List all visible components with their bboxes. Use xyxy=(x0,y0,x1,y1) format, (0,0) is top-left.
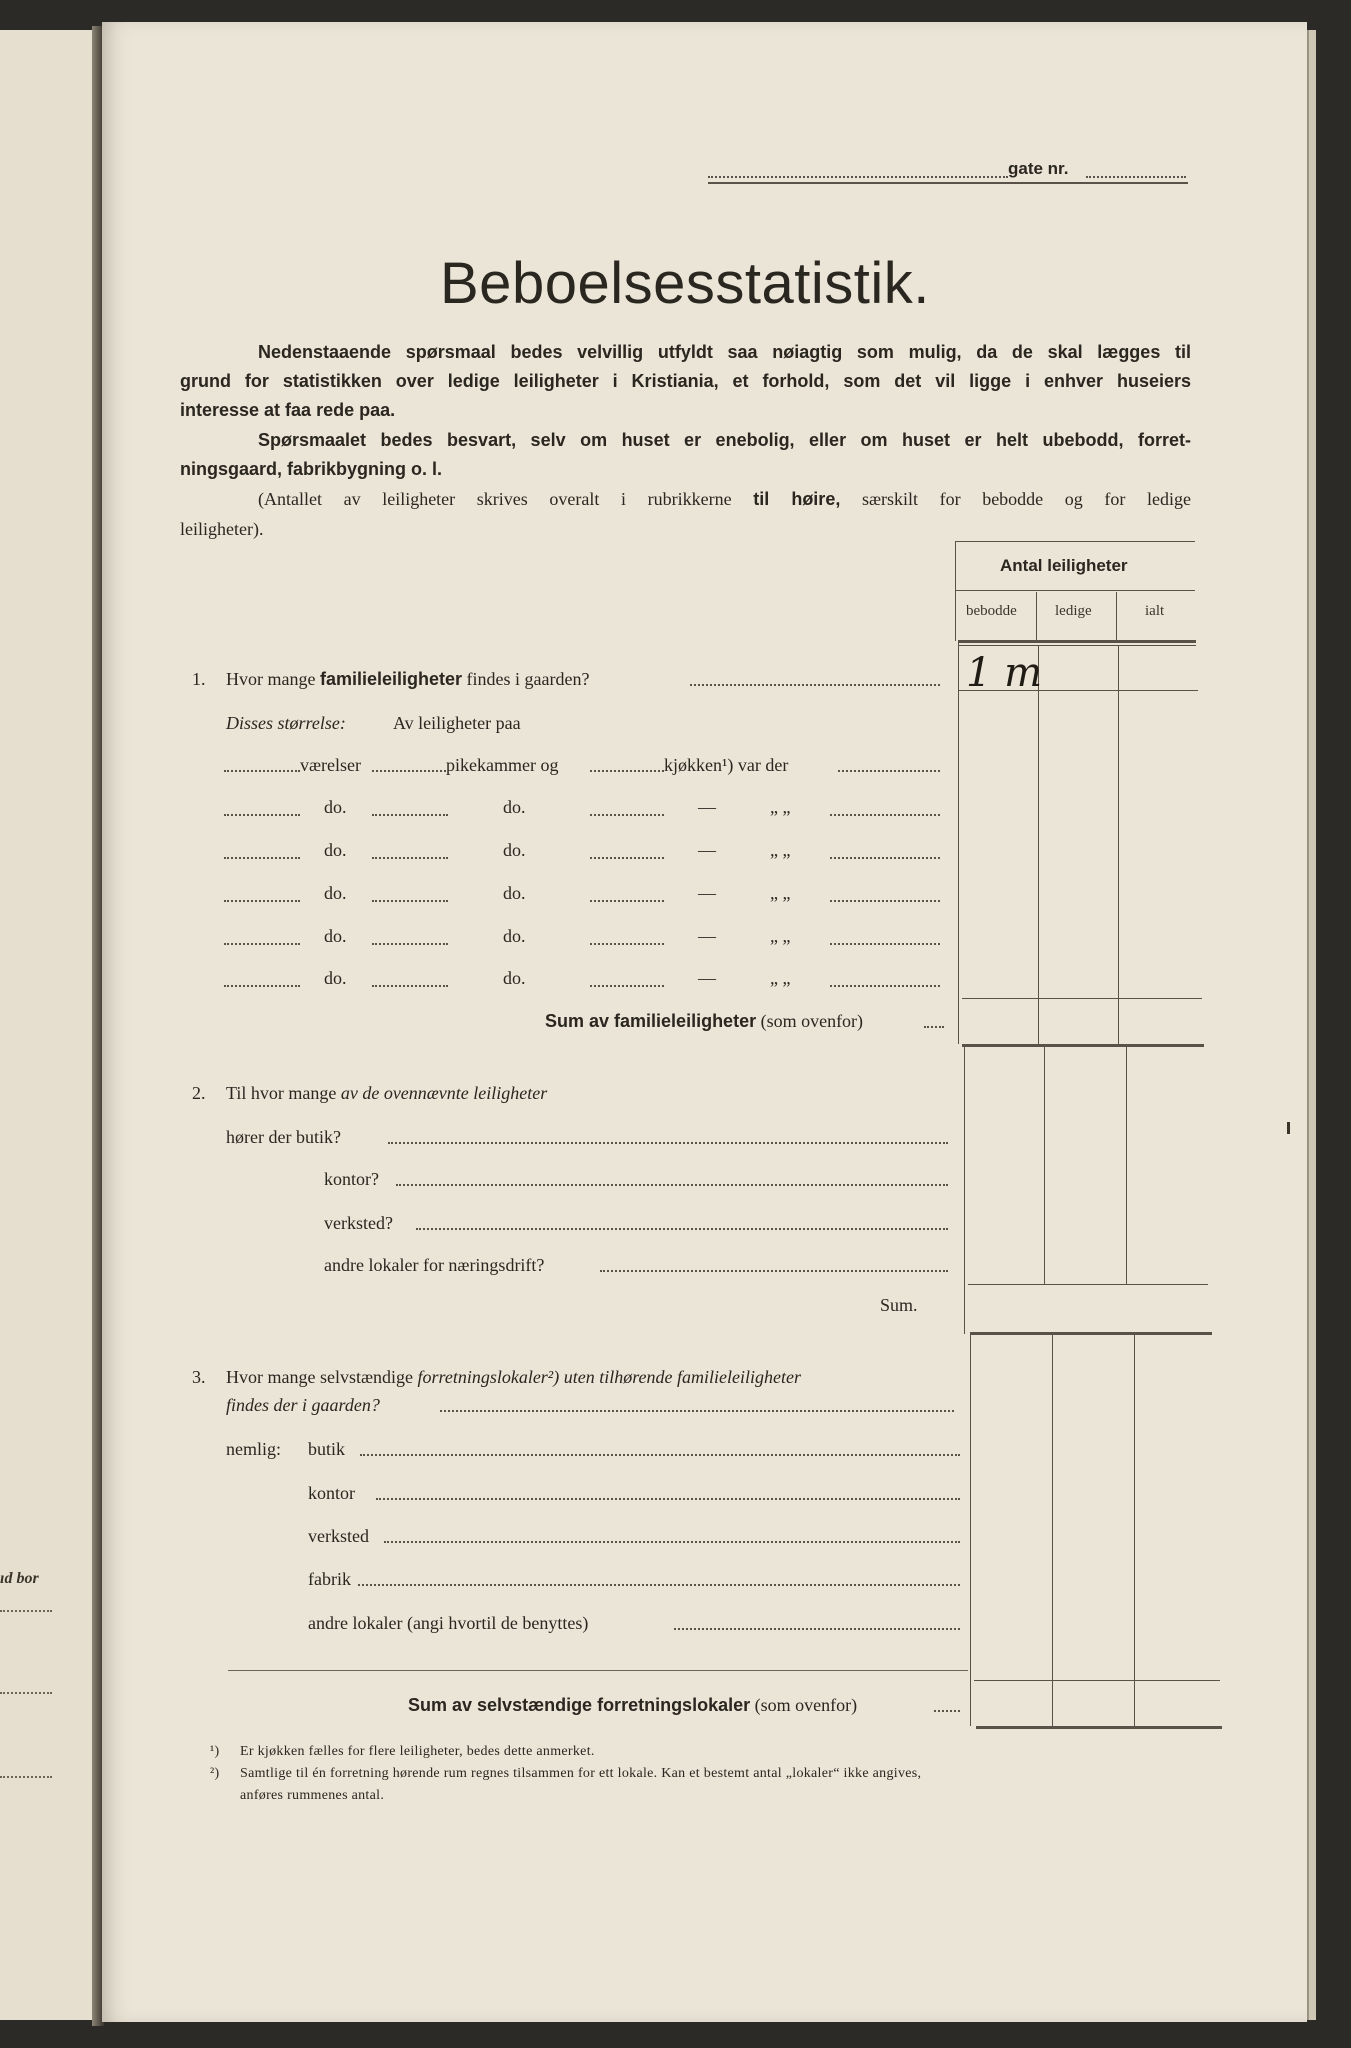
rooms-label: værelser xyxy=(300,755,361,775)
table-column-line xyxy=(1052,1334,1053,1726)
ditto-mark: „ „ xyxy=(770,968,791,988)
table-column-line xyxy=(1118,645,1119,1044)
question-2-text xyxy=(226,1082,547,1104)
maid-room-field[interactable] xyxy=(372,943,448,945)
question-number: 1. xyxy=(192,669,206,689)
leader-dots xyxy=(396,1184,948,1186)
maid-room-field[interactable] xyxy=(372,857,448,859)
leader-dots xyxy=(360,1454,960,1456)
table-column-line xyxy=(1134,1334,1135,1726)
footnote-2: Samtlige til én forretning hørende rum regnes tilsammen for ett lokale. Kan et bestemt antal „lokaler“ ikke angives, xyxy=(240,1766,922,1781)
instruction-line xyxy=(258,485,1191,514)
table-section-rule xyxy=(970,1332,1212,1335)
do-label: do. xyxy=(324,797,347,817)
dash-mark: — xyxy=(698,797,716,817)
footnote-1-mark: ¹) xyxy=(210,1744,220,1759)
kitchen-field[interactable] xyxy=(590,814,664,816)
table-column-line xyxy=(970,1334,971,1726)
stray-ink-mark xyxy=(1287,1122,1290,1134)
instruction-line: leiligheter). xyxy=(180,519,264,539)
leader-dots xyxy=(830,900,940,902)
sum-family-emphasis: Sum av familieleiligheter xyxy=(545,1011,757,1031)
table-header-rule xyxy=(955,590,1195,591)
do-label: do. xyxy=(503,968,526,988)
column-header-ledige: ledige xyxy=(1055,603,1092,619)
q3-kontor-label: kontor xyxy=(308,1483,355,1503)
intro-line: Nedenstaaende spørsmaal bedes velvillig utfyldt saa nøiagtig som mulig, da de skal lægges til xyxy=(258,342,1191,362)
dash-mark: — xyxy=(698,926,716,946)
dash-mark: — xyxy=(698,840,716,860)
do-label: do. xyxy=(324,883,347,903)
q3-fabrik-label: fabrik xyxy=(308,1569,351,1589)
q1-part: Hvor mange xyxy=(226,669,316,689)
header-rule xyxy=(708,182,1188,184)
leader-dots xyxy=(416,1228,948,1230)
leader-dots xyxy=(830,814,940,816)
footnote-2-mark: ²) xyxy=(210,1766,220,1781)
q1-part: findes i gaarden? xyxy=(466,669,590,689)
leader-dots xyxy=(830,985,940,987)
table-column-line xyxy=(958,642,959,1044)
table-header-bottom-rule xyxy=(958,645,1196,646)
separator-rule xyxy=(228,1670,968,1671)
leader-dots xyxy=(830,857,940,859)
do-label: do. xyxy=(503,926,526,946)
dash-mark: — xyxy=(698,883,716,903)
q3-emphasis: uten tilhørende familieleiligheter xyxy=(563,1367,801,1387)
q1-emphasis: familieleiligheter xyxy=(319,669,463,689)
leader-dots xyxy=(384,1541,960,1543)
instruction-emphasis: til høire, xyxy=(753,489,841,509)
sum-family-label xyxy=(545,1010,863,1032)
question-3-text xyxy=(226,1366,801,1388)
maid-room-field[interactable] xyxy=(372,814,448,816)
ditto-mark: „ „ xyxy=(770,797,791,817)
leader-dots xyxy=(934,1710,960,1712)
leader-dots xyxy=(830,943,940,945)
leader-dots xyxy=(600,1270,948,1272)
leader-dots xyxy=(376,1498,960,1500)
instruction-part: (Antallet av leiligheter skrives overalt i rubrikkerne xyxy=(258,489,732,509)
rooms-field[interactable] xyxy=(224,943,300,945)
intro-line: interesse at faa rede paa. xyxy=(180,400,396,420)
dash-mark: — xyxy=(698,968,716,988)
gate-label: gate nr. xyxy=(1008,159,1069,178)
column-divider xyxy=(1036,592,1037,642)
handwritten-answer-bebodde: 1 m xyxy=(966,650,1043,696)
column-divider xyxy=(1116,592,1117,642)
q2-andre-label: andre lokaler for næringsdrift? xyxy=(324,1255,545,1275)
footnote-2-continued: anføres rummenes antal. xyxy=(240,1788,385,1803)
kitchen-field[interactable] xyxy=(590,943,664,945)
q3-butik-label: butik xyxy=(308,1439,346,1459)
left-page-fragment: ıd bor xyxy=(0,1570,39,1587)
table-column-line xyxy=(1126,1044,1127,1284)
table-column-line xyxy=(1038,645,1039,1044)
do-label: do. xyxy=(503,840,526,860)
leader-dots xyxy=(838,770,940,772)
q3-part: Hvor mange selvstændige xyxy=(226,1367,413,1387)
leader-dots xyxy=(924,1026,944,1028)
street-number-field[interactable] xyxy=(1086,176,1186,178)
q2-verksted-label: verksted? xyxy=(324,1213,393,1233)
table-bottom-rule xyxy=(976,1726,1222,1729)
q3-emphasis: forretningslokaler²) xyxy=(417,1367,560,1387)
kitchen-field[interactable] xyxy=(590,770,664,772)
leader-dots xyxy=(440,1410,954,1412)
sum-business-note: (som ovenfor) xyxy=(754,1695,858,1715)
q3-andre-label: andre lokaler (angi hvortil de benyttes) xyxy=(308,1613,589,1633)
table-title: Antal leiligheter xyxy=(1000,556,1128,575)
q3-text-line2: findes der i gaarden? xyxy=(226,1395,380,1415)
sum-business-label xyxy=(408,1694,857,1716)
kitchen-field[interactable] xyxy=(590,900,664,902)
maid-room-field[interactable] xyxy=(372,985,448,987)
question-1-text xyxy=(226,668,590,690)
table-section-rule xyxy=(962,1044,1204,1047)
table-column-line xyxy=(1044,1044,1045,1284)
q2-kontor-label: kontor? xyxy=(324,1169,379,1189)
q3-verksted-label: verksted xyxy=(308,1526,369,1546)
column-header-bebodde: bebodde xyxy=(966,603,1017,619)
rooms-field[interactable] xyxy=(224,857,300,859)
ditto-mark: „ „ xyxy=(770,840,791,860)
table-row-rule xyxy=(968,1284,1208,1285)
ditto-mark: „ „ xyxy=(770,926,791,946)
table-row-rule xyxy=(974,1680,1220,1681)
nemlig-label: nemlig: xyxy=(226,1439,281,1459)
size-label: Disses størrelse: xyxy=(226,713,346,733)
kitchen-field[interactable] xyxy=(590,985,664,987)
q2-sum-label: Sum. xyxy=(880,1295,918,1315)
instruction-part: særskilt for bebodde og for ledige xyxy=(861,489,1191,509)
do-label: do. xyxy=(324,968,347,988)
table-top-rule xyxy=(955,541,1195,542)
do-label: do. xyxy=(324,926,347,946)
intro-line: grund for statistikken over ledige leiligheter i Kristiania, et forhold, som det vil ligge i enhver huseiers xyxy=(180,371,1191,391)
do-label: do. xyxy=(503,883,526,903)
rooms-field[interactable] xyxy=(224,900,300,902)
kitchen-field[interactable] xyxy=(590,857,664,859)
rooms-field[interactable] xyxy=(224,814,300,816)
maid-room-label: pikekammer og xyxy=(446,755,559,775)
ditto-mark: „ „ xyxy=(770,883,791,903)
page-title: Beboelsesstatistik. xyxy=(440,251,930,316)
leader-dots xyxy=(674,1628,960,1630)
do-label: do. xyxy=(324,840,347,860)
rooms-field[interactable] xyxy=(224,770,300,772)
column-header-ialt: ialt xyxy=(1145,603,1165,619)
table-row-rule xyxy=(962,998,1202,999)
q2-part: Til hvor mange xyxy=(226,1083,337,1103)
q2-emphasis: av de ovennævnte leiligheter xyxy=(340,1083,548,1103)
rooms-field[interactable] xyxy=(224,985,300,987)
question-number: 2. xyxy=(192,1083,206,1103)
table-column-line xyxy=(964,1044,965,1334)
sum-business-emphasis: Sum av selvstændige forretningslokaler xyxy=(408,1695,751,1715)
sum-family-note: (som ovenfor) xyxy=(760,1011,864,1031)
maid-room-field[interactable] xyxy=(372,900,448,902)
intro-line: Spørsmaalet bedes besvart, selv om huset er enebolig, eller om huset er helt ubebodd, forret- xyxy=(258,430,1191,450)
leader-dots xyxy=(388,1142,948,1144)
maid-room-field[interactable] xyxy=(372,770,446,772)
kitchen-label: kjøkken¹) var der xyxy=(664,755,789,775)
leader-dots xyxy=(358,1584,960,1586)
leader-dots xyxy=(690,684,940,686)
size-text: Av leiligheter paa xyxy=(393,713,521,733)
footnote-1: Er kjøkken fælles for flere leiligheter, bedes dette anmerket. xyxy=(240,1744,595,1759)
do-label: do. xyxy=(503,797,526,817)
q2-butik-label: hører der butik? xyxy=(226,1127,341,1147)
table-header-bottom-rule xyxy=(958,640,1196,643)
street-name-field[interactable] xyxy=(708,176,1008,178)
question-number: 3. xyxy=(192,1367,206,1387)
intro-line: ningsgaard, fabrikbygning o. l. xyxy=(180,459,443,479)
table-left-border xyxy=(955,541,956,641)
